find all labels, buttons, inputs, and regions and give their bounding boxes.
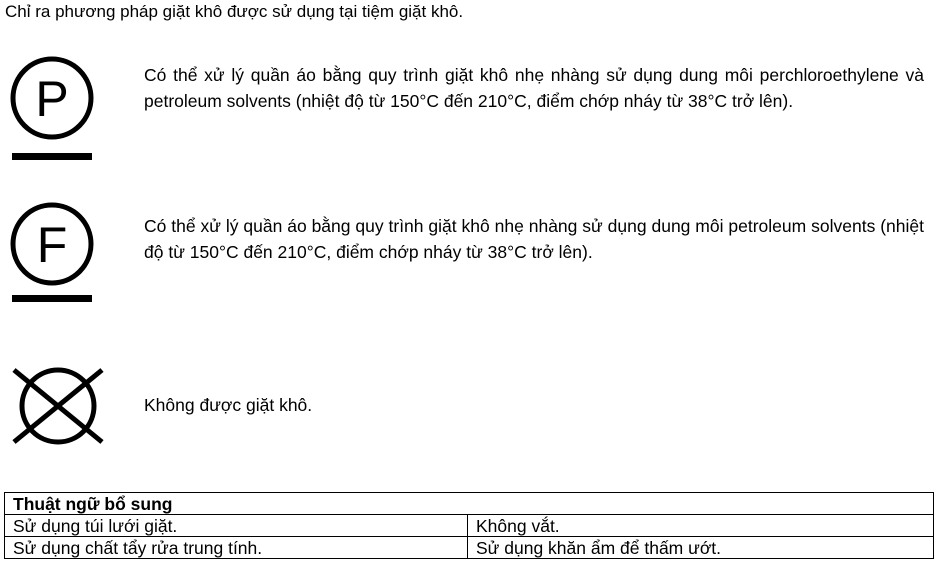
dry-clean-f-icon bbox=[6, 200, 98, 306]
dry-clean-p-letter: P bbox=[35, 71, 69, 127]
dry-clean-p-icon bbox=[6, 54, 98, 164]
additional-terms-table bbox=[4, 492, 934, 559]
table-row bbox=[5, 537, 934, 559]
intro-text: Chỉ ra phương pháp giặt khô được sử dụng tại tiệm giặt khô. bbox=[5, 2, 464, 21]
table-row bbox=[5, 515, 934, 537]
do-not-dry-clean-description: Không được giặt khô. bbox=[144, 395, 313, 415]
do-not-dry-clean-icon bbox=[8, 364, 108, 448]
table-cell: Sử dụng chất tẩy rửa trung tính. bbox=[5, 537, 468, 559]
dry-clean-f-description: Có thể xử lý quần áo bằng quy trình giặt khô nhẹ nhàng sử dụng dung môi petroleum solvents (nhiệt độ từ 150°C đến 210°C, điểm chớp nháy từ 38°C trở lên). bbox=[144, 216, 924, 262]
table-header-row bbox=[5, 493, 934, 515]
table-cell: Sử dụng túi lưới giặt. bbox=[5, 515, 468, 537]
table-title: Thuật ngữ bổ sung bbox=[5, 493, 934, 515]
dry-clean-p-description: Có thể xử lý quần áo bằng quy trình giặt khô nhẹ nhàng sử dụng dung môi perchloroethylene và petroleum solvents (nhiệt độ từ 150°C đến 210°C, điểm chớp nháy từ 38°C trở lên). bbox=[144, 65, 924, 111]
table-cell: Không vắt. bbox=[468, 515, 934, 537]
table-cell: Sử dụng khăn ẩm để thấm ướt. bbox=[468, 537, 934, 559]
dry-clean-f-letter: F bbox=[36, 217, 68, 273]
